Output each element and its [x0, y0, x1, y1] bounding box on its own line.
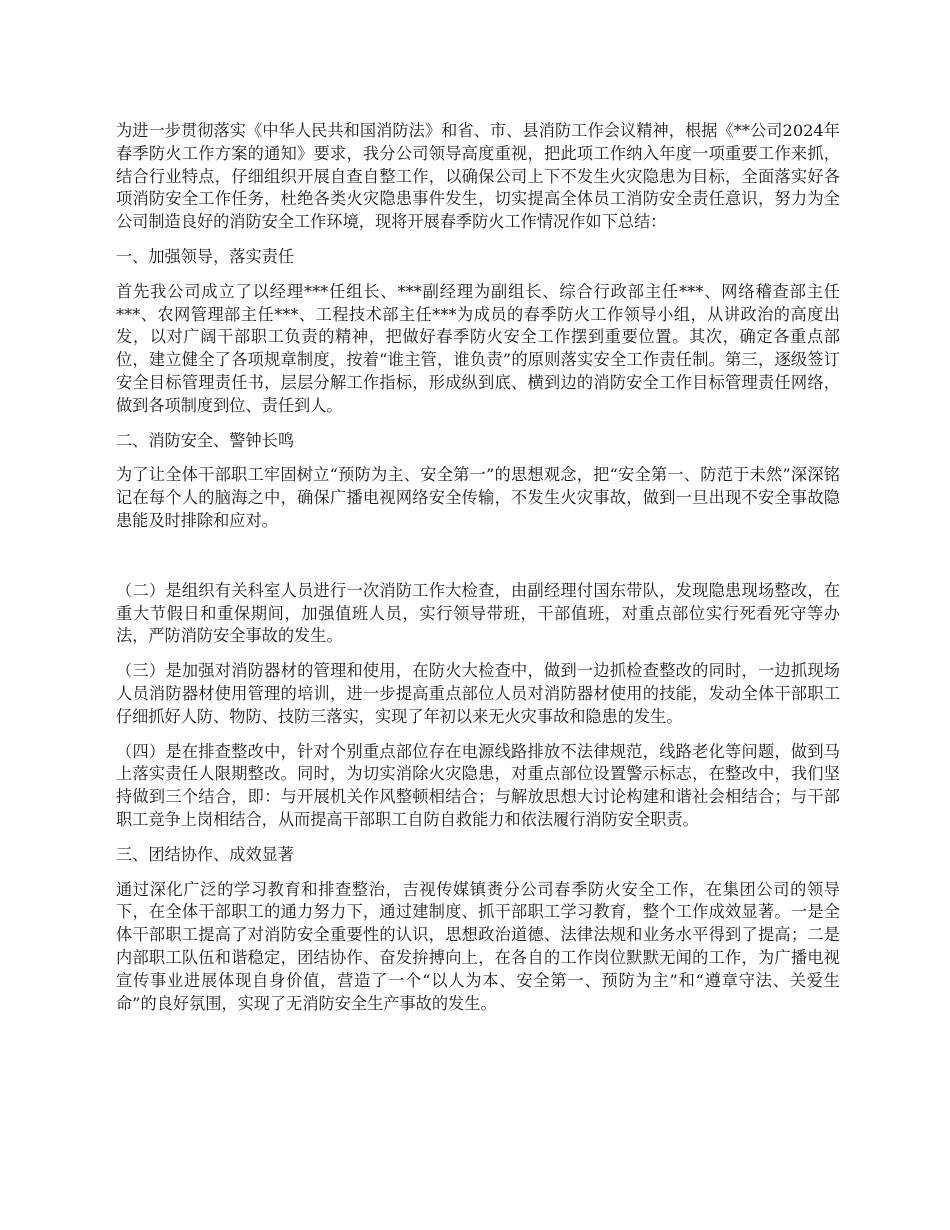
section-3-paragraph: 通过深化广泛的学习教育和排查整治，吉视传媒镇赉分公司春季防火安全工作，在集团公司的领导下，在全体干部职工的通力努力下，通过建制度、抓干部职工学习教育，整个工作成效显著。一是全体干部职工提高了对消防安全重要性的认识，思想政治道德、法律法规和业务水平得到了提高；二是内部职工队伍和谐稳定，团结协作、奋发拚搏向上，在各自的工作岗位默默无闻的工作，为广播电视宣传事业进展体现自身价值，营造了一个“以人为本、安全第一、预防为主”和“遵章守法、关爱生命”的良好氛围，实现了无消防安全生产事故的发生。 [116, 879, 840, 1013]
intro-paragraph: 为进一步贯彻落实《中华人民共和国消防法》和省、市、县消防工作会议精神，根据《**公司2024年春季防火工作方案的通知》要求，我分公司领导高度重视，把此项工作纳入年度一项重要工作来抓，结合行业特点，仔细组织开展自查自整工作，以确保公司上下不发生火灾隐患为目标，全面落实好各项消防安全工作任务，杜绝各类火灾隐患事件发生，切实提高全体员工消防安全责任意识，努力为全公司制造良好的消防安全工作环境，现将开展春季防火工作情况作如下总结： [116, 121, 840, 232]
blank-gap [116, 545, 840, 580]
section-heading-1: 一、加强领导，落实责任 [116, 246, 295, 266]
item-3-paragraph: （三）是加强对消防器材的管理和使用，在防火大检查中，做到一边抓检查整改的同时，一边抓现场人员消防器材使用管理的培训，进一步提高重点部位人员对消防器材使用的技能，发动全体干部职工仔细抓好人防、物防、技防三落实，实现了年初以来无火灾事故和隐患的发生。 [116, 661, 840, 726]
item-4-paragraph: （四）是在排查整改中，针对个别重点部位存在电源线路排放不法律规范，线路老化等问题，做到马上落实责任人限期整改。同时，为切实消除火灾隐患，对重点部位设置警示标志，在整改中，我们坚持做到三个结合，即：与开展机关作风整顿相结合；与解放思想大讨论构建和谐社会相结合；与干部职工竞争上岗相结合，从而提高干部职工自防自救能力和依法履行消防安全职责。 [116, 741, 840, 829]
item-2-paragraph: （二）是组织有关科室人员进行一次消防工作大检查，由副经理付国东带队，发现隐患现场整改，在重大节假日和重保期间，加强值班人员，实行领导带班，干部值班，对重点部位实行死看死守等办法，严防消防安全事故的发生。 [116, 580, 840, 646]
section-1-paragraph: 首先我公司成立了以经理***任组长、***副经理为副组长、综合行政部主任***、网络稽查部主任***、农网管理部主任***、工程技术部主任***为成员的春季防火工作领导小组，从讲政治的高度出发，以对广阔干部职工负责的精神，把做好春季防火安全工作摆到重要位置。其次，确定各重点部位，建立健全了各项规章制度，按着“谁主管，谁负责”的原则落实安全工作责任制。第三，逐级签订安全目标管理责任书，层层分解工作指标，形成纵到底、横到边的消防安全工作目标管理责任网络，做到各项制度到位、责任到人。 [116, 281, 840, 415]
section-heading-2: 二、消防安全、警钟长鸣 [116, 430, 295, 450]
section-2-paragraph: 为了让全体干部职工牢固树立“预防为主、安全第一”的思想观念，把“安全第一、防范于未然”深深铭记在每个人的脑海之中，确保广播电视网络安全传输，不发生火灾事故，做到一旦出现不安全事故隐患能及时排除和应对。 [116, 465, 840, 530]
section-heading-3: 三、团结协作、成效显著 [116, 844, 295, 864]
document-body [116, 120, 840, 1027]
